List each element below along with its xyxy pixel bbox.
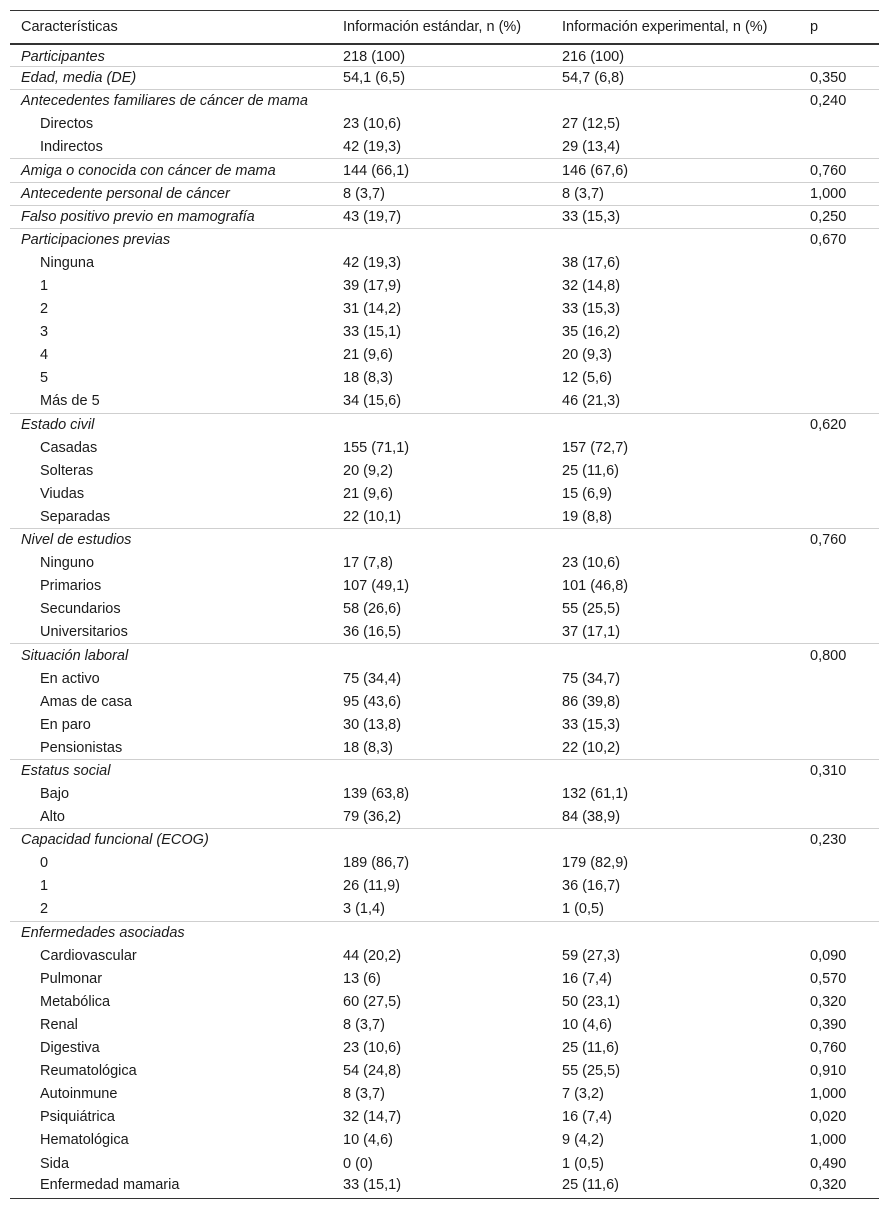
p-value-cell: 0,250 bbox=[799, 205, 879, 228]
experimental-value-cell: 20 (9,3) bbox=[562, 347, 612, 364]
p-value-cell bbox=[799, 113, 879, 136]
experimental-value-cell: 101 (46,8) bbox=[562, 578, 629, 595]
row-label-cell: Renal bbox=[40, 1016, 78, 1033]
table-row bbox=[10, 159, 879, 182]
row-label-cell: Primarios bbox=[40, 578, 102, 595]
p-value-cell bbox=[799, 298, 879, 321]
row-label-cell: 1 bbox=[40, 878, 49, 895]
standard-value-cell: 54,1 (6,5) bbox=[332, 67, 551, 90]
standard-value-cell: 75 (34,4) bbox=[343, 670, 402, 687]
row-label-cell: 2 bbox=[40, 901, 49, 918]
experimental-value-cell: 25 (11,6) bbox=[562, 462, 619, 479]
experimental-value-cell: 12 (5,6) bbox=[562, 370, 612, 387]
row-label-cell: Participaciones previas bbox=[10, 228, 332, 251]
standard-value-cell: 44 (20,2) bbox=[343, 947, 402, 964]
experimental-value-cell: 25 (11,6) bbox=[562, 1040, 619, 1057]
experimental-value-cell: 25 (11,6) bbox=[551, 1175, 799, 1198]
row-label-cell: 1 bbox=[40, 277, 49, 294]
standard-value-cell: 8 (3,7) bbox=[332, 182, 551, 205]
experimental-value-cell bbox=[551, 921, 799, 944]
table-row bbox=[10, 390, 879, 413]
row-label-cell: Separadas bbox=[40, 508, 111, 525]
standard-value-cell: 8 (3,7) bbox=[343, 1086, 385, 1103]
p-value-cell bbox=[799, 875, 879, 898]
p-value-cell: 0,760 bbox=[810, 1040, 847, 1057]
table-body bbox=[10, 44, 879, 1199]
experimental-value-cell: 16 (7,4) bbox=[562, 1109, 612, 1126]
standard-value-cell: 139 (63,8) bbox=[343, 786, 410, 803]
row-label-cell: 4 bbox=[40, 347, 49, 364]
experimental-value-cell bbox=[551, 759, 799, 782]
p-value-cell: 0,240 bbox=[799, 90, 879, 113]
experimental-value-cell: 132 (61,1) bbox=[562, 786, 629, 803]
experimental-value-cell: 36 (16,7) bbox=[562, 878, 621, 895]
table-header bbox=[10, 11, 879, 44]
table-row bbox=[10, 598, 879, 621]
table-row bbox=[10, 1106, 879, 1129]
table-row bbox=[10, 736, 879, 759]
standard-value-cell: 39 (17,9) bbox=[343, 277, 402, 294]
p-value-cell bbox=[799, 459, 879, 482]
row-label-cell: Más de 5 bbox=[40, 393, 100, 410]
table-row bbox=[10, 136, 879, 159]
row-label-cell: Directos bbox=[40, 116, 94, 133]
standard-value-cell: 60 (27,5) bbox=[343, 993, 402, 1010]
standard-value-cell: 107 (49,1) bbox=[343, 578, 410, 595]
table-row bbox=[10, 621, 879, 644]
standard-value-cell: 23 (10,6) bbox=[343, 116, 402, 133]
experimental-value-cell: 16 (7,4) bbox=[562, 970, 612, 987]
standard-value-cell: 8 (3,7) bbox=[343, 1016, 385, 1033]
p-value-cell bbox=[799, 852, 879, 875]
p-value-cell bbox=[799, 736, 879, 759]
standard-value-cell bbox=[332, 829, 551, 852]
experimental-value-cell: 84 (38,9) bbox=[562, 808, 621, 825]
standard-value-cell: 13 (6) bbox=[343, 970, 381, 987]
row-label-cell: Hematológica bbox=[40, 1132, 129, 1149]
row-label-cell: Viudas bbox=[40, 485, 85, 502]
standard-value-cell: 95 (43,6) bbox=[343, 693, 402, 710]
experimental-value-cell: 7 (3,2) bbox=[562, 1086, 604, 1103]
table-row bbox=[10, 459, 879, 482]
p-value-cell: 1,000 bbox=[810, 1086, 847, 1103]
p-value-cell: 0,620 bbox=[799, 413, 879, 436]
p-value-cell: 0,490 bbox=[810, 1155, 847, 1172]
standard-value-cell: 31 (14,2) bbox=[343, 301, 402, 318]
standard-value-cell bbox=[332, 90, 551, 113]
standard-value-cell: 18 (8,3) bbox=[343, 739, 393, 756]
standard-value-cell: 155 (71,1) bbox=[343, 439, 410, 456]
header-standard-info: Información estándar, n (%) bbox=[332, 11, 551, 44]
table-row bbox=[10, 575, 879, 598]
standard-value-cell: 58 (26,6) bbox=[343, 601, 402, 618]
table-row bbox=[10, 783, 879, 806]
table-row bbox=[10, 713, 879, 736]
p-value-cell bbox=[799, 921, 879, 944]
table-row bbox=[10, 228, 879, 251]
table-row bbox=[10, 644, 879, 667]
p-value-cell: 0,090 bbox=[810, 947, 847, 964]
p-value-cell bbox=[799, 575, 879, 598]
table-row bbox=[10, 321, 879, 344]
standard-value-cell: 0 (0) bbox=[343, 1155, 373, 1172]
table-row bbox=[10, 113, 879, 136]
experimental-value-cell: 46 (21,3) bbox=[562, 393, 621, 410]
experimental-value-cell: 216 (100) bbox=[562, 48, 625, 65]
p-value-cell bbox=[799, 44, 879, 67]
p-value-cell: 0,390 bbox=[810, 1016, 847, 1033]
p-value-cell bbox=[799, 505, 879, 528]
standard-value-cell: 3 (1,4) bbox=[343, 901, 385, 918]
table-row bbox=[10, 667, 879, 690]
row-label-cell: Psiquiátrica bbox=[40, 1109, 115, 1126]
table-row bbox=[10, 967, 879, 990]
p-value-cell bbox=[799, 136, 879, 159]
row-label-cell: Antecedentes familiares de cáncer de mama bbox=[10, 90, 332, 113]
experimental-value-cell: 55 (25,5) bbox=[562, 1063, 621, 1080]
experimental-value-cell bbox=[551, 228, 799, 251]
experimental-value-cell bbox=[551, 90, 799, 113]
row-label-cell: Secundarios bbox=[40, 601, 121, 618]
row-label-cell: Antecedente personal de cáncer bbox=[10, 182, 332, 205]
experimental-value-cell: 179 (82,9) bbox=[562, 855, 629, 872]
standard-value-cell: 36 (16,5) bbox=[343, 624, 402, 641]
row-label-cell: Solteras bbox=[40, 462, 94, 479]
p-value-cell bbox=[799, 436, 879, 459]
p-value-cell bbox=[799, 690, 879, 713]
experimental-value-cell: 33 (15,3) bbox=[551, 205, 799, 228]
table-row bbox=[10, 1083, 879, 1106]
table-row bbox=[10, 1129, 879, 1152]
row-label-cell: Enfermedad mamaria bbox=[10, 1175, 332, 1198]
table-row bbox=[10, 759, 879, 782]
row-label-cell: 0 bbox=[40, 855, 49, 872]
row-label-cell: Universitarios bbox=[40, 624, 128, 641]
table-row bbox=[10, 44, 879, 67]
table-row bbox=[10, 274, 879, 297]
table-row bbox=[10, 205, 879, 228]
standard-value-cell bbox=[332, 528, 551, 551]
standard-value-cell: 30 (13,8) bbox=[343, 716, 402, 733]
p-value-cell bbox=[799, 367, 879, 390]
standard-value-cell: 33 (15,1) bbox=[343, 324, 402, 341]
p-value-cell bbox=[799, 552, 879, 575]
p-value-cell bbox=[799, 274, 879, 297]
experimental-value-cell: 54,7 (6,8) bbox=[551, 67, 799, 90]
table-row bbox=[10, 875, 879, 898]
experimental-value-cell: 10 (4,6) bbox=[562, 1016, 612, 1033]
p-value-cell bbox=[799, 713, 879, 736]
standard-value-cell: 218 (100) bbox=[343, 48, 406, 65]
row-label-cell: Metabólica bbox=[40, 993, 111, 1010]
row-label-cell: 3 bbox=[40, 324, 49, 341]
experimental-value-cell: 32 (14,8) bbox=[562, 277, 621, 294]
p-value-cell bbox=[799, 598, 879, 621]
row-label-cell: En paro bbox=[40, 716, 91, 733]
table-row bbox=[10, 67, 879, 90]
row-label-cell: 2 bbox=[40, 301, 49, 318]
p-value-cell: 0,350 bbox=[799, 67, 879, 90]
experimental-value-cell bbox=[551, 644, 799, 667]
table-row bbox=[10, 1060, 879, 1083]
p-value-cell bbox=[799, 390, 879, 413]
p-value-cell bbox=[799, 621, 879, 644]
p-value-cell: 0,310 bbox=[799, 759, 879, 782]
row-label-cell: Sida bbox=[40, 1155, 70, 1172]
experimental-value-cell: 157 (72,7) bbox=[562, 439, 629, 456]
experimental-value-cell: 50 (23,1) bbox=[562, 993, 621, 1010]
experimental-value-cell: 75 (34,7) bbox=[562, 670, 621, 687]
experimental-value-cell: 8 (3,7) bbox=[551, 182, 799, 205]
standard-value-cell bbox=[332, 228, 551, 251]
table-row bbox=[10, 1175, 879, 1198]
experimental-value-cell: 33 (15,3) bbox=[562, 301, 621, 318]
p-value-cell: 0,320 bbox=[799, 1175, 879, 1198]
p-value-cell: 0,760 bbox=[799, 528, 879, 551]
table-row bbox=[10, 528, 879, 551]
experimental-value-cell: 19 (8,8) bbox=[562, 508, 612, 525]
p-value-cell bbox=[799, 344, 879, 367]
table-row bbox=[10, 944, 879, 967]
row-label-cell: Edad, media (DE) bbox=[10, 67, 332, 90]
experimental-value-cell: 33 (15,3) bbox=[562, 716, 621, 733]
row-label-cell: Estado civil bbox=[10, 413, 332, 436]
experimental-value-cell bbox=[551, 413, 799, 436]
experimental-value-cell: 37 (17,1) bbox=[562, 624, 621, 641]
standard-value-cell: 42 (19,3) bbox=[343, 139, 402, 156]
row-label-cell: Cardiovascular bbox=[40, 947, 137, 964]
standard-value-cell: 54 (24,8) bbox=[343, 1063, 402, 1080]
table-row bbox=[10, 1037, 879, 1060]
standard-value-cell: 17 (7,8) bbox=[343, 555, 393, 572]
table-row bbox=[10, 552, 879, 575]
table-row bbox=[10, 806, 879, 829]
row-label-cell: Ninguna bbox=[40, 254, 95, 271]
table-row bbox=[10, 344, 879, 367]
row-label-cell: Capacidad funcional (ECOG) bbox=[10, 829, 332, 852]
standard-value-cell: 144 (66,1) bbox=[332, 159, 551, 182]
standard-value-cell: 21 (9,6) bbox=[343, 485, 393, 502]
header-p-value: p bbox=[799, 11, 879, 44]
header-experimental-info: Información experimental, n (%) bbox=[551, 11, 799, 44]
standard-value-cell bbox=[332, 759, 551, 782]
experimental-value-cell: 1 (0,5) bbox=[562, 1155, 604, 1172]
table-row bbox=[10, 852, 879, 875]
p-value-cell bbox=[799, 667, 879, 690]
p-value-cell: 0,570 bbox=[810, 970, 847, 987]
table-row bbox=[10, 436, 879, 459]
table-row bbox=[10, 367, 879, 390]
p-value-cell bbox=[799, 806, 879, 829]
experimental-value-cell: 27 (12,5) bbox=[562, 116, 621, 133]
table-row bbox=[10, 298, 879, 321]
table-row bbox=[10, 829, 879, 852]
standard-value-cell: 18 (8,3) bbox=[343, 370, 393, 387]
table-row bbox=[10, 898, 879, 921]
p-value-cell bbox=[799, 783, 879, 806]
p-value-cell: 0,800 bbox=[799, 644, 879, 667]
standard-value-cell bbox=[332, 921, 551, 944]
experimental-value-cell: 15 (6,9) bbox=[562, 485, 612, 502]
row-label-cell: Estatus social bbox=[10, 759, 332, 782]
row-label-cell: Ninguno bbox=[40, 555, 95, 572]
row-label-cell: Alto bbox=[40, 808, 65, 825]
p-value-cell: 1,000 bbox=[799, 182, 879, 205]
p-value-cell: 0,230 bbox=[799, 829, 879, 852]
standard-value-cell: 23 (10,6) bbox=[343, 1040, 402, 1057]
standard-value-cell: 26 (11,9) bbox=[343, 878, 400, 895]
p-value-cell: 0,020 bbox=[810, 1109, 847, 1126]
table-row bbox=[10, 1013, 879, 1036]
standard-value-cell: 10 (4,6) bbox=[343, 1132, 393, 1149]
table-row bbox=[10, 921, 879, 944]
standard-value-cell: 79 (36,2) bbox=[343, 808, 402, 825]
experimental-value-cell bbox=[551, 528, 799, 551]
experimental-value-cell: 22 (10,2) bbox=[562, 739, 621, 756]
row-label-cell: Pulmonar bbox=[40, 970, 103, 987]
table-row bbox=[10, 413, 879, 436]
table-row bbox=[10, 1152, 879, 1175]
row-label-cell: Pensionistas bbox=[40, 739, 123, 756]
row-label-cell: Amas de casa bbox=[40, 693, 132, 710]
table-row bbox=[10, 990, 879, 1013]
characteristics-table bbox=[10, 10, 879, 1199]
p-value-cell: 1,000 bbox=[810, 1132, 847, 1149]
table-row bbox=[10, 482, 879, 505]
standard-value-cell: 43 (19,7) bbox=[332, 205, 551, 228]
standard-value-cell: 189 (86,7) bbox=[343, 855, 410, 872]
row-label-cell: Falso positivo previo en mamografía bbox=[10, 205, 332, 228]
p-value-cell: 0,670 bbox=[799, 228, 879, 251]
row-label-cell: Enfermedades asociadas bbox=[10, 921, 332, 944]
row-label-cell: Autoinmune bbox=[40, 1086, 118, 1103]
standard-value-cell: 21 (9,6) bbox=[343, 347, 393, 364]
row-label-cell: Casadas bbox=[40, 439, 98, 456]
row-label-cell: Participantes bbox=[21, 48, 105, 65]
standard-value-cell: 22 (10,1) bbox=[343, 508, 402, 525]
table-row bbox=[10, 505, 879, 528]
table-row bbox=[10, 90, 879, 113]
experimental-value-cell: 55 (25,5) bbox=[562, 601, 621, 618]
header-row bbox=[10, 11, 879, 44]
table-row bbox=[10, 690, 879, 713]
experimental-value-cell: 1 (0,5) bbox=[562, 901, 604, 918]
p-value-cell bbox=[799, 482, 879, 505]
row-label-cell: Indirectos bbox=[40, 139, 103, 156]
row-label-cell: Digestiva bbox=[40, 1040, 100, 1057]
header-characteristics: Características bbox=[10, 11, 332, 44]
experimental-value-cell: 146 (67,6) bbox=[551, 159, 799, 182]
standard-value-cell bbox=[332, 413, 551, 436]
characteristics-table-container bbox=[10, 10, 879, 1199]
p-value-cell: 0,910 bbox=[810, 1063, 847, 1080]
standard-value-cell: 20 (9,2) bbox=[343, 462, 393, 479]
standard-value-cell: 32 (14,7) bbox=[343, 1109, 402, 1126]
table-row bbox=[10, 251, 879, 274]
experimental-value-cell: 35 (16,2) bbox=[562, 324, 621, 341]
p-value-cell: 0,760 bbox=[799, 159, 879, 182]
row-label-cell: En activo bbox=[40, 670, 100, 687]
row-label-cell: Bajo bbox=[40, 786, 70, 803]
experimental-value-cell: 23 (10,6) bbox=[562, 555, 621, 572]
p-value-cell bbox=[799, 898, 879, 921]
experimental-value-cell: 9 (4,2) bbox=[562, 1132, 604, 1149]
row-label-cell: Amiga o conocida con cáncer de mama bbox=[10, 159, 332, 182]
row-label-cell: Situación laboral bbox=[10, 644, 332, 667]
row-label-cell: Nivel de estudios bbox=[10, 528, 332, 551]
experimental-value-cell: 59 (27,3) bbox=[562, 947, 621, 964]
row-label-cell: Reumatológica bbox=[40, 1063, 137, 1080]
standard-value-cell: 42 (19,3) bbox=[343, 254, 402, 271]
standard-value-cell bbox=[332, 644, 551, 667]
row-label-cell: 5 bbox=[40, 370, 49, 387]
experimental-value-cell bbox=[551, 829, 799, 852]
p-value-cell: 0,320 bbox=[810, 993, 847, 1010]
standard-value-cell: 33 (15,1) bbox=[332, 1175, 551, 1198]
experimental-value-cell: 29 (13,4) bbox=[562, 139, 621, 156]
experimental-value-cell: 86 (39,8) bbox=[562, 693, 621, 710]
experimental-value-cell: 38 (17,6) bbox=[562, 254, 621, 271]
table-row bbox=[10, 182, 879, 205]
p-value-cell bbox=[799, 251, 879, 274]
standard-value-cell: 34 (15,6) bbox=[343, 393, 402, 410]
p-value-cell bbox=[799, 321, 879, 344]
